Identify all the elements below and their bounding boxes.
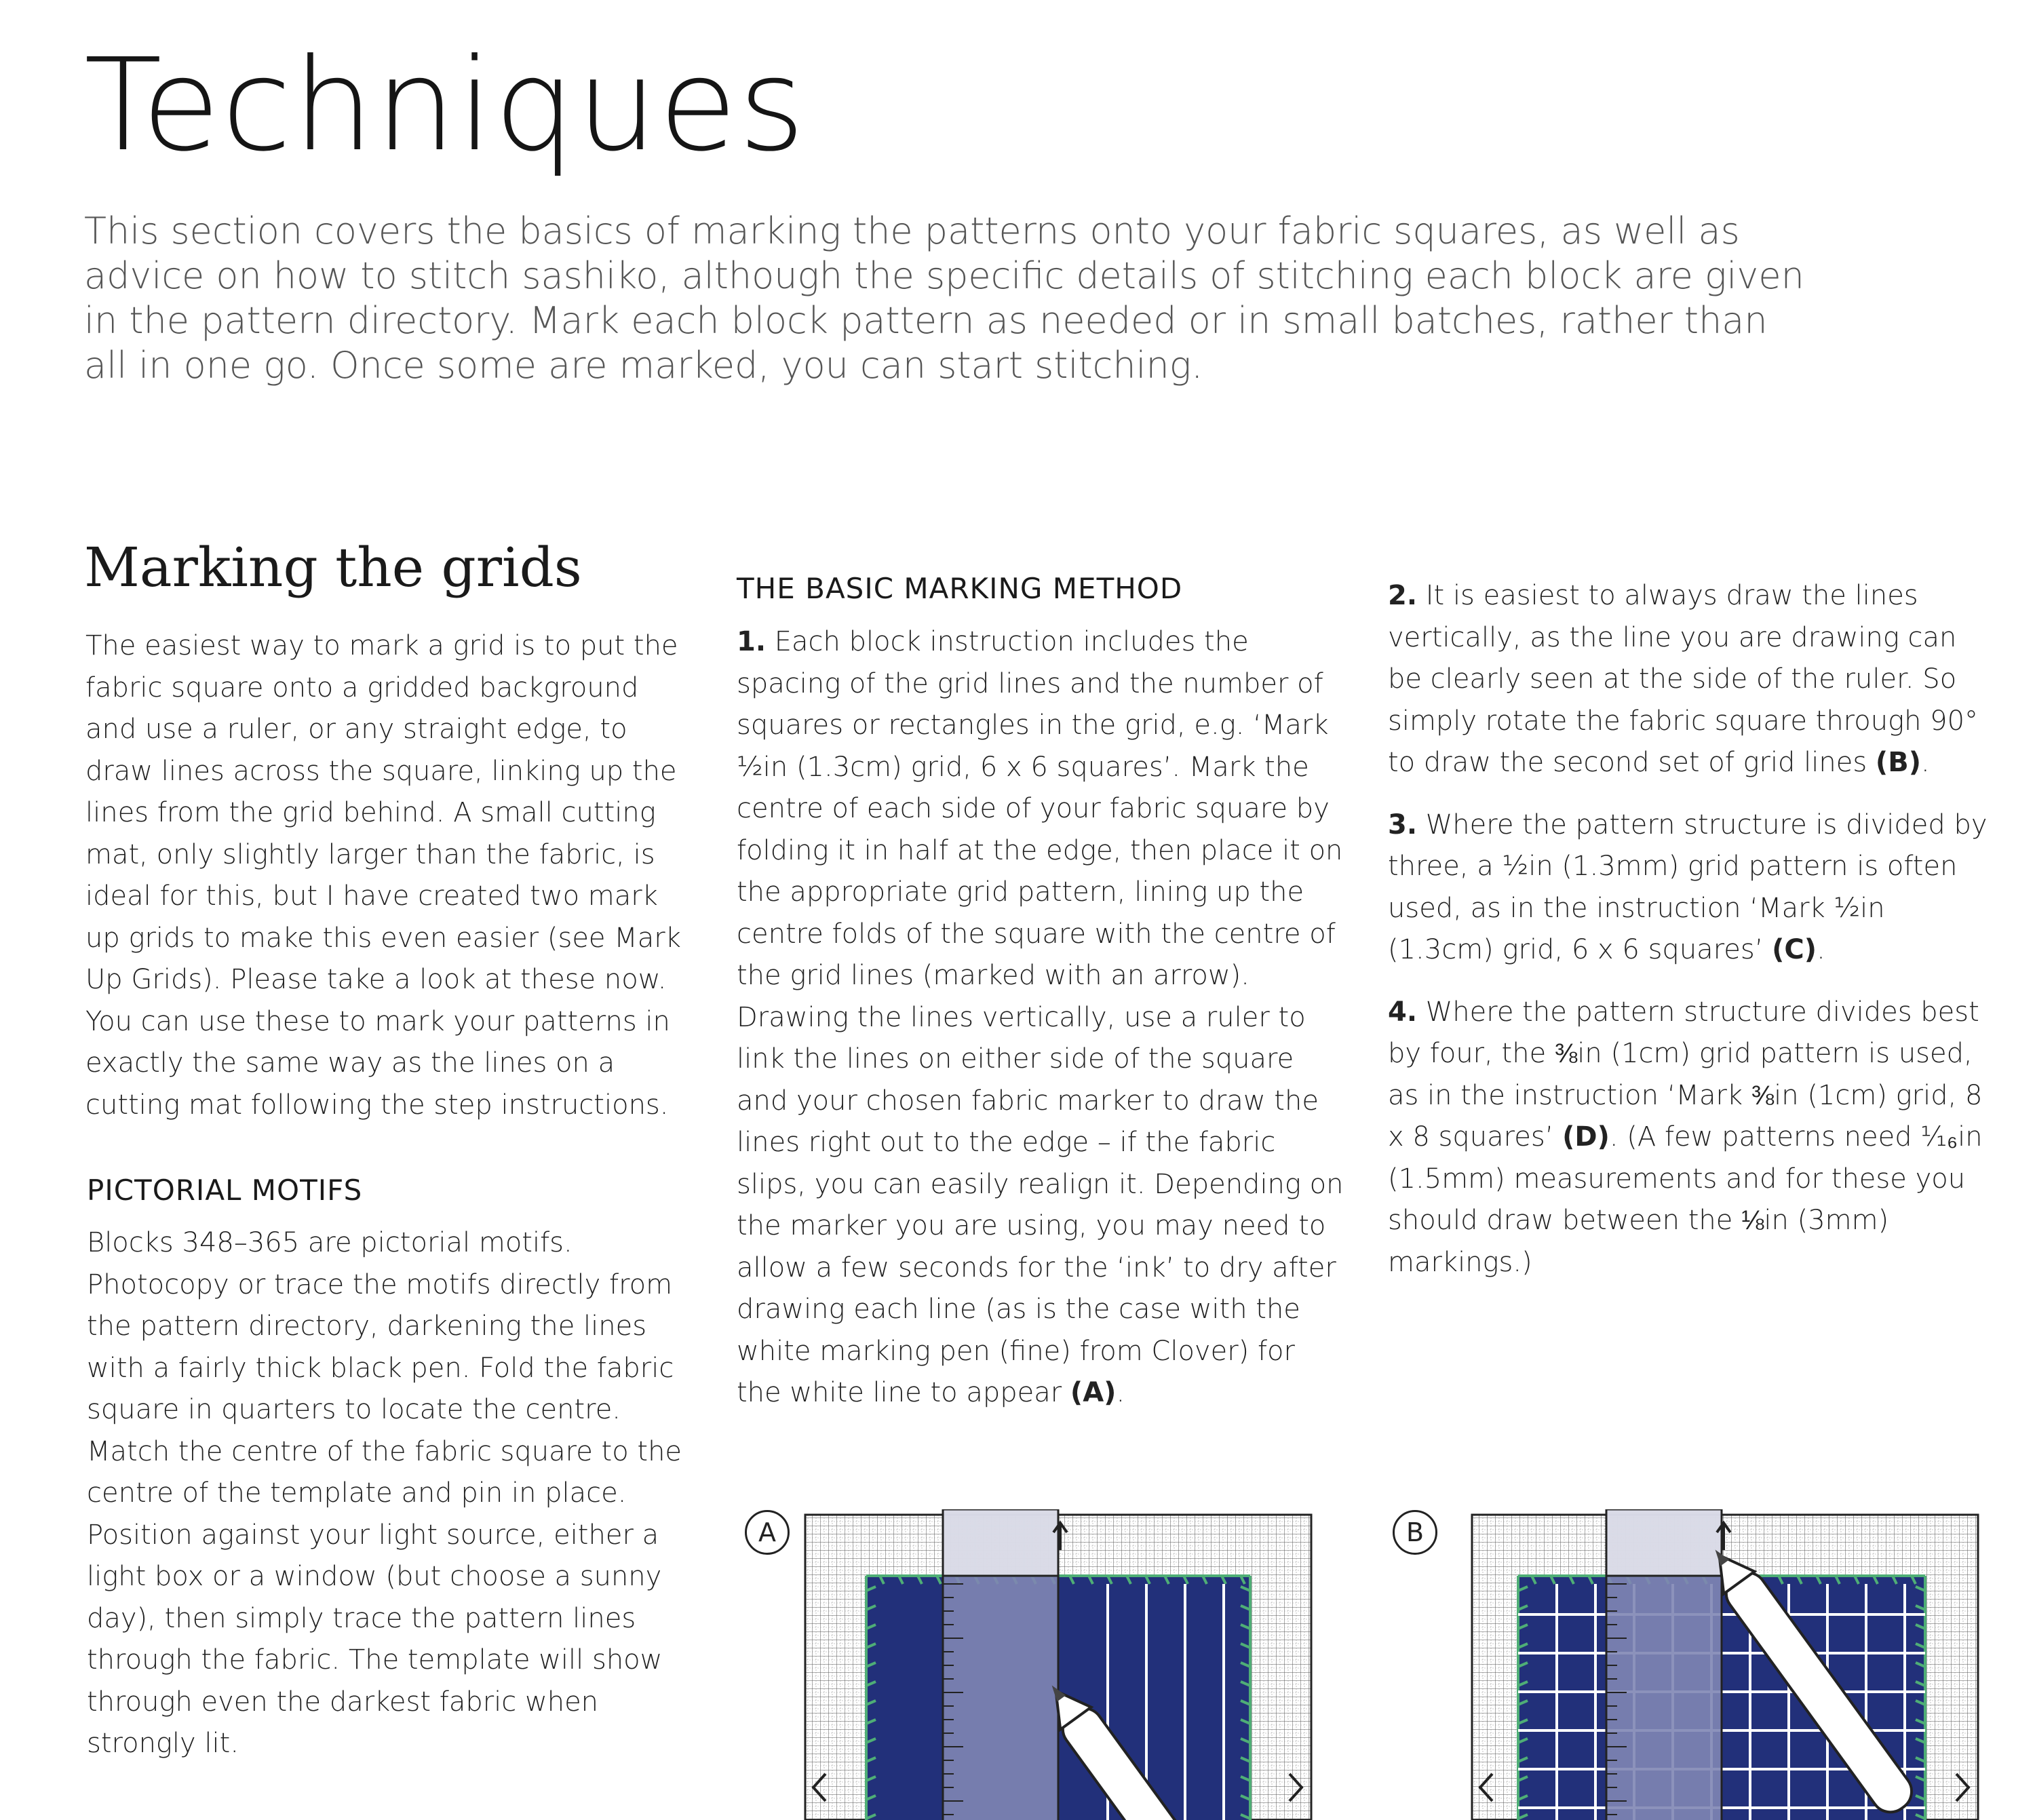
ruler — [1606, 1509, 1722, 1820]
step-end: . — [1116, 1377, 1125, 1408]
pictorial-motifs-body: Blocks 348–365 are pictorial motifs. Photocopy or trace the motifs directly from the pattern directory, darkening the lines with a fairly thick black pen. Fold the fabric square in quarters to locate the centre. Match the centre of the fabric square to the centre of the template and pin in place. Position against your light source, either a light box or a window (but choose a sunny day), then simply trace the pattern lines through the fabric. The template will show through even the darkest fabric when strongly lit. — [87, 1227, 682, 1759]
step-number: 4. — [1388, 996, 1418, 1028]
figure-ref: (D) — [1562, 1121, 1610, 1153]
step-1 — [737, 621, 1347, 1435]
figure-b-illustration — [1471, 1509, 1979, 1820]
figure-ref: (B) — [1875, 747, 1921, 778]
figure-a-label: A — [745, 1510, 790, 1555]
step-text: It is easiest to always draw the lines vertically, as the line you are drawing can be clearly seen at the side of the ruler. So simply rotate the fabric square through 90° to draw the second set of grid lines — [1388, 580, 1979, 778]
step-2 — [1388, 575, 1998, 784]
marking-grids-heading: Marking the grids — [84, 536, 582, 599]
figure-ref: (C) — [1772, 934, 1817, 965]
ruler — [943, 1509, 1058, 1820]
step-end: . — [1817, 934, 1825, 965]
figure-ref: (A) — [1070, 1377, 1117, 1408]
figure-b-label: B — [1393, 1510, 1437, 1555]
step-4 — [1388, 992, 1998, 1284]
intro-paragraph: This section covers the basics of marking the patterns onto your fabric squares, as well as advice on how to stitch sashiko, although the specific details of stitching each block are given in the pattern directory. Mark each block pattern as needed or in small batches, rather than all in one go. Once some are marked, you can start stitching. — [84, 210, 1804, 387]
step-3 — [1388, 805, 1998, 971]
step-end: . — [1920, 747, 1930, 778]
step-text: Each block instruction includes the spacing of the grid lines and the number of squares or rectangles in the grid, e.g. ‘Mark ½in (1.3cm) grid, 6 x 6 squares’. Mark the centre of each side of your fabric square by folding it in half at the edge, then place it on the appropriate grid pattern, lining up the centre folds of the square with the centre of the grid lines (marked with an arrow). Drawing the lines vertically, use a ruler to link the lines on either side of the square and your chosen fabric marker to draw the lines right out to the edge – if the fabric slips, you can easily realign it. Depending on the marker you are using, you may need to allow a few seconds for the ‘ink’ to dry after drawing each line (as is the case with the white marking pen (fine) from Clover) for the white line to appear — [737, 626, 1344, 1408]
step-number: 1. — [737, 626, 767, 657]
step-number: 2. — [1388, 580, 1418, 611]
step-text: Where the pattern structure is divided by three, a ½in (1.3mm) grid pattern is often used, as in the instruction ‘Mark ½in (1.3cm) grid, 6 x 6 squares’ — [1388, 809, 1988, 965]
page-title: Techniques — [84, 31, 807, 180]
steps-2-4 — [1388, 575, 1998, 1304]
step-text: Where the pattern structure divides best by four, the ⅜in (1cm) grid pattern is used, as in the instruction ‘Mark ⅜in (1cm) grid, 8 x 8 squares’ — [1388, 996, 1983, 1153]
pictorial-motifs-heading: PICTORIAL MOTIFS — [87, 1174, 363, 1207]
marking-grids-body: The easiest way to mark a grid is to put the fabric square onto a gridded background and use a ruler, or any straight edge, to draw lines across the square, linking up the lines from the grid behind. A small cutting mat, only slightly larger than the fabric, is ideal for this, but I have created two mark up grids to make this even easier (see Mark Up Grids). Please take a look at these now. You can use these to mark your patterns in exactly the same way as the lines on a cutting mat following the step instructions. — [85, 630, 681, 1121]
step-end: . (A few patterns need ¹⁄₁₆in (1.5mm) measurements and for these you should draw between the ⅛in (3mm) markings.) — [1388, 1121, 1983, 1278]
step-number: 3. — [1388, 809, 1418, 840]
figure-a-illustration — [804, 1509, 1313, 1820]
basic-method-heading: THE BASIC MARKING METHOD — [737, 572, 1183, 605]
